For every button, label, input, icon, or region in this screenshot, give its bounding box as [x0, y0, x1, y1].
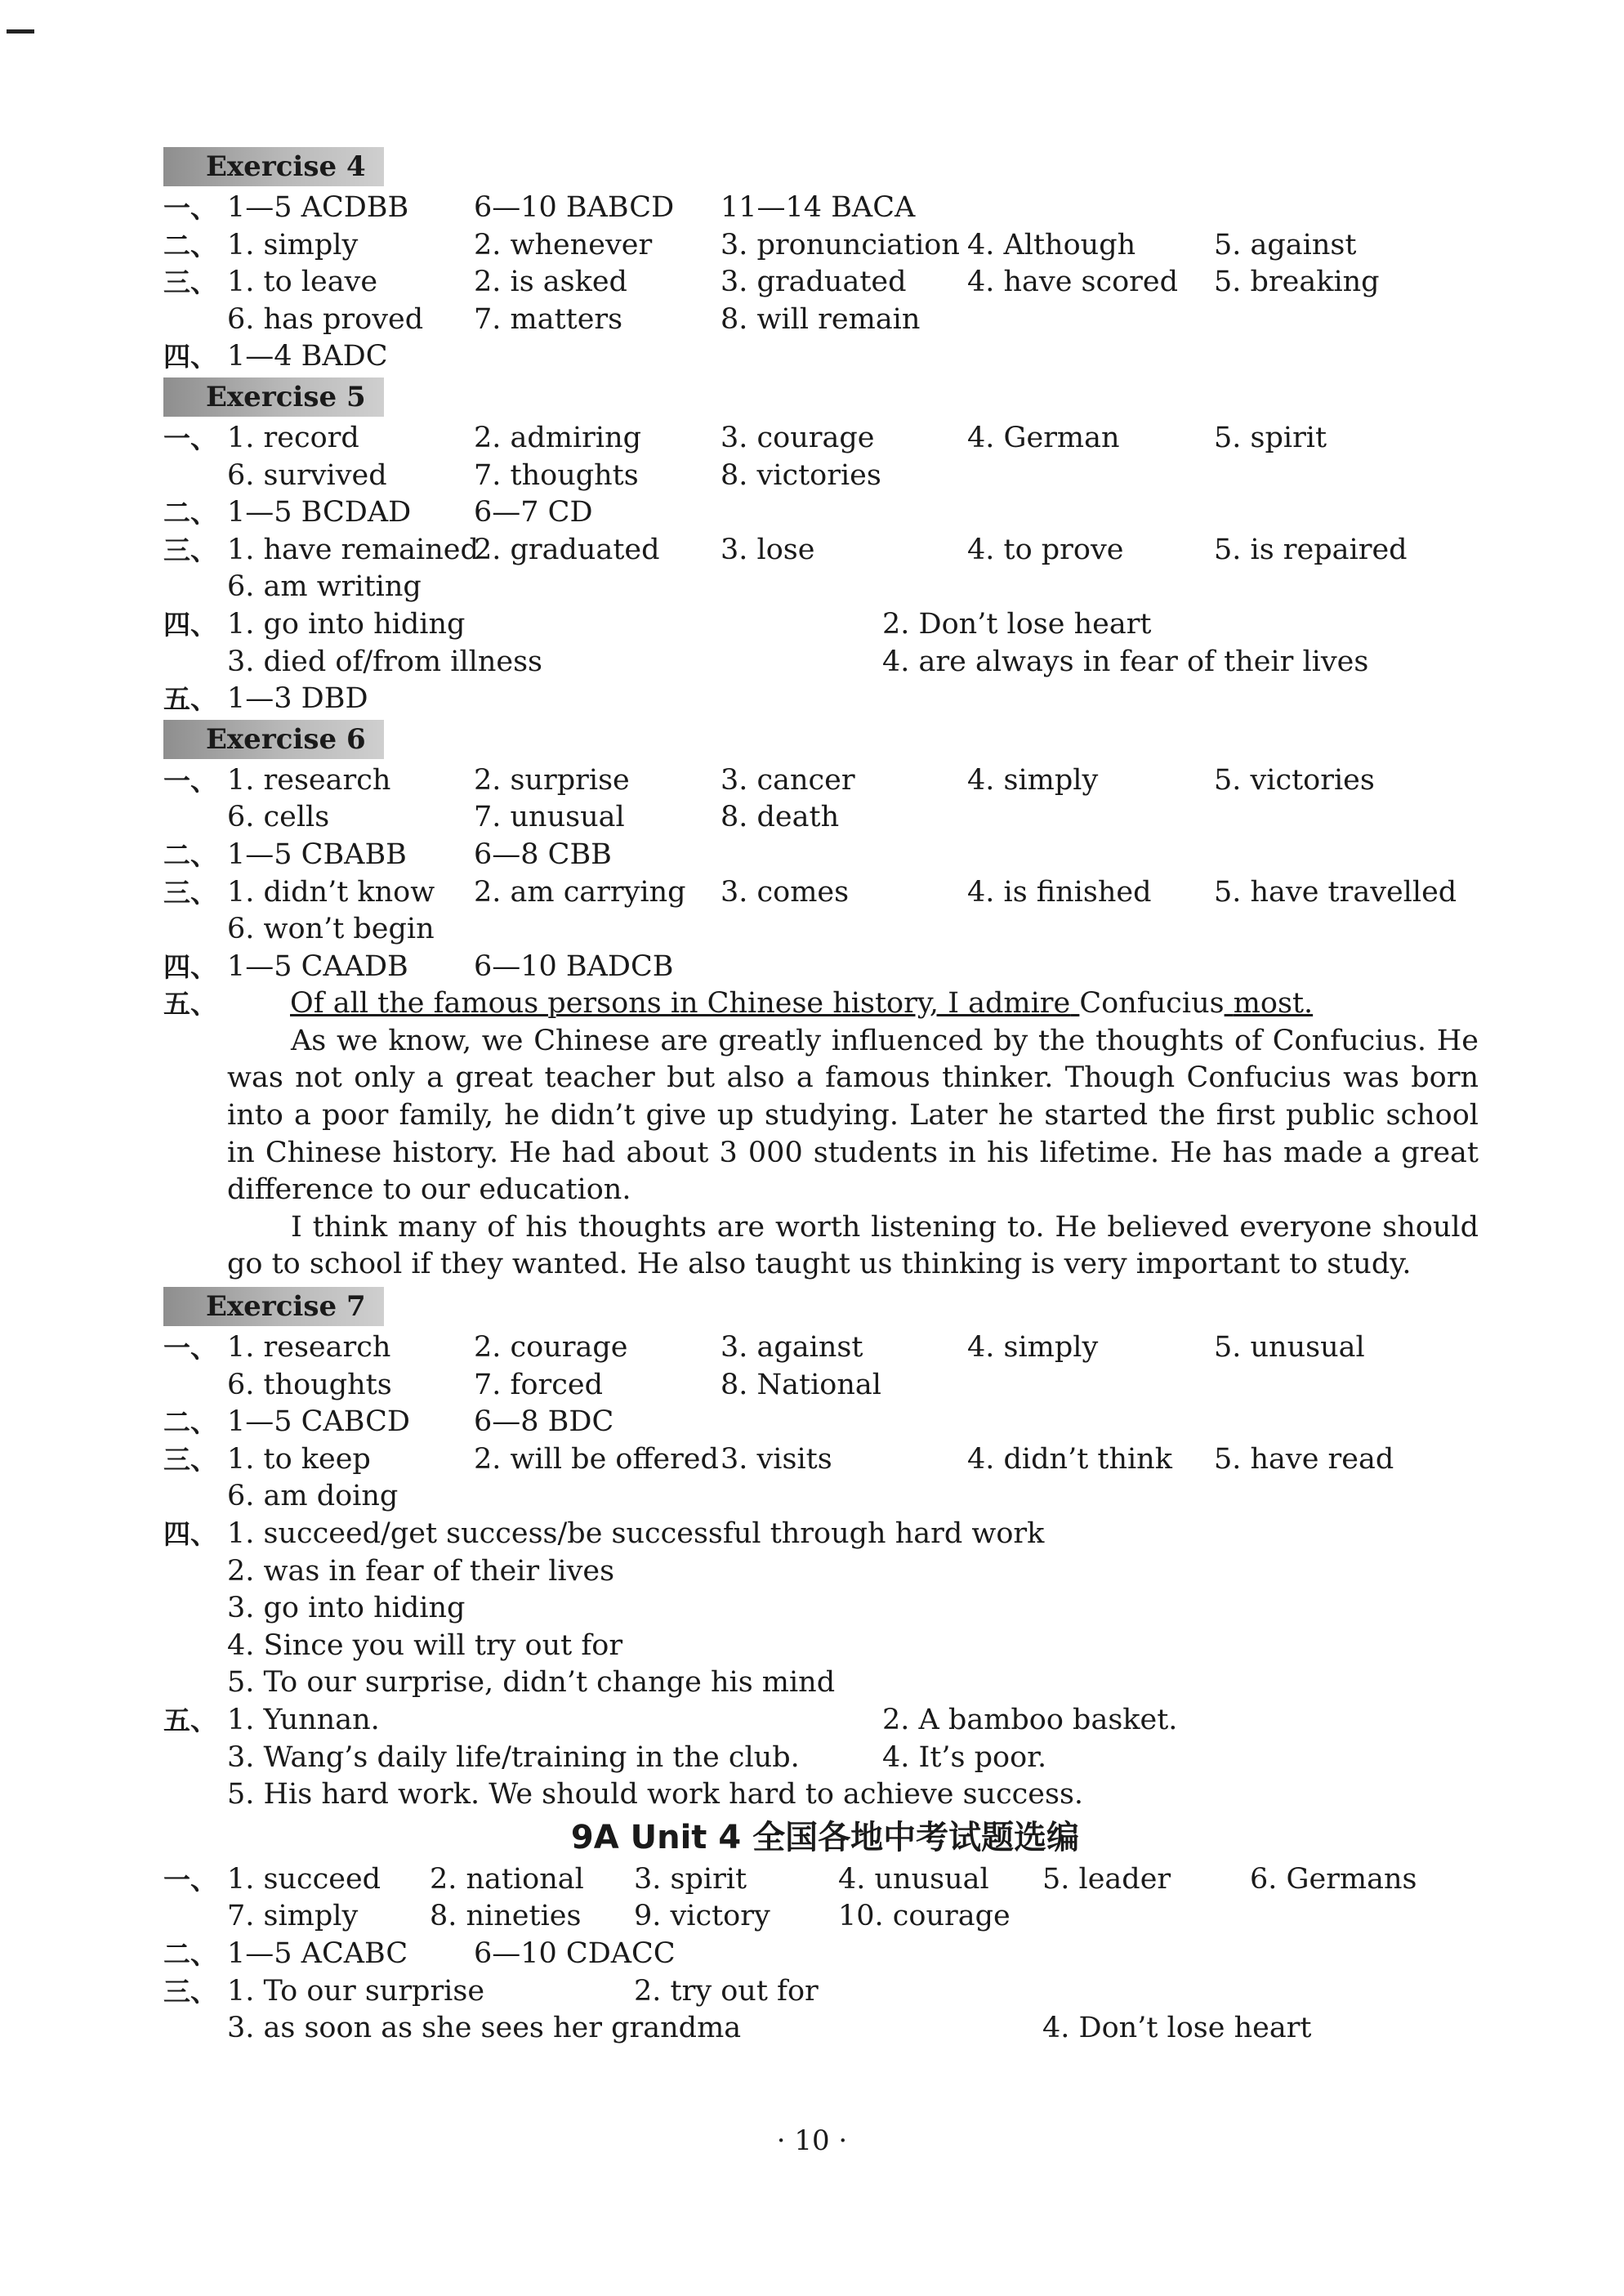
answer-row [163, 1553, 1487, 1591]
answer-row [163, 644, 1487, 681]
section-marker: 二、 [163, 229, 217, 261]
answer-cell: 4. have scored [967, 266, 1179, 299]
answer-cell: 3. cancer [721, 763, 855, 797]
answer-row [163, 569, 1487, 606]
answer-cell: 6. am doing [227, 1480, 399, 1513]
answer-row [163, 1478, 1487, 1516]
answer-row [163, 606, 1487, 644]
answer-cell: 4. is finished [967, 875, 1152, 909]
section-marker: 四、 [163, 341, 217, 373]
answer-row [163, 837, 1487, 874]
answer-row [163, 1628, 1487, 1665]
answer-row [163, 949, 1487, 986]
answer-cell: 7. matters [474, 302, 623, 336]
essay-body [163, 1023, 1479, 1284]
content [163, 145, 1487, 2048]
answer-cell: 2. graduated [474, 533, 660, 566]
answer-cell: 3. died of/from illness [227, 645, 543, 678]
answer-cell: 6—7 CD [474, 496, 593, 529]
exercise-7-heading: Exercise 7 [163, 1287, 384, 1326]
answer-cell: 4. are always in fear of their lives [882, 645, 1369, 678]
answer-cell: 1—4 BADC [227, 340, 388, 373]
section-marker: 二、 [163, 1406, 217, 1439]
answer-cell: 4. German [967, 421, 1120, 454]
unit-row-3: 二、 1—5 ACABC 6—10 CDACC [163, 1936, 676, 1970]
unit-title: 9A Unit 4 全国各地中考试题选编 [570, 1818, 1080, 1856]
answer-row [163, 420, 1487, 458]
answer-cell: 3. courage [721, 421, 875, 454]
answer-cell: 11—14 BACA [721, 191, 916, 224]
unit-row-4: 三、 1. To our surprise 2. try out for [163, 1974, 819, 2008]
answer-cell: 1. Yunnan. [227, 1703, 380, 1736]
answer-cell: 2. will be offered [474, 1442, 719, 1476]
answer-row [163, 1740, 1487, 1777]
answer-row [163, 874, 1487, 912]
answer-row [163, 799, 1487, 837]
answer-cell: 6—10 BADCB [474, 949, 674, 983]
answer-cell: 5. spirit [1214, 421, 1327, 454]
exercise-6-answers [163, 762, 1487, 986]
section-marker: 三、 [163, 1443, 217, 1476]
answer-cell: 6—8 BDC [474, 1405, 614, 1439]
answer-cell: 7. forced [474, 1368, 603, 1401]
answer-cell: 1—5 CABCD [227, 1405, 410, 1439]
exercise-7-part-5 [163, 1702, 1487, 1776]
answer-cell: 4. Since you will try out for [227, 1628, 623, 1662]
answer-cell: 1. to keep [227, 1442, 371, 1476]
answer-cell: 5. have read [1214, 1442, 1394, 1476]
answer-cell: 2. is asked [474, 266, 627, 299]
answer-cell: 1. record [227, 421, 359, 454]
unit-row-5: 3. as soon as she sees her grandma 4. Don’t lose heart [227, 2012, 1312, 2045]
answer-row [163, 264, 1487, 302]
answer-row [163, 1664, 1487, 1702]
answer-cell: 1—5 CBABB [227, 838, 407, 871]
answer-cell: 1. have remained [227, 533, 479, 566]
answer-cell: 5. against [1214, 228, 1357, 261]
answer-cell: 6. has proved [227, 302, 424, 336]
answer-cell: 4. didn’t think [967, 1442, 1172, 1476]
answer-cell: 4. It’s poor. [882, 1740, 1047, 1774]
section-marker: 一、 [163, 192, 217, 224]
answer-cell: 5. victories [1214, 763, 1375, 797]
exercise-6-heading: Exercise 6 [163, 720, 384, 759]
essay-topic-row: 五、 Of all the famous persons in Chinese history, I admire Confucius most. [163, 985, 1487, 1023]
section-marker: 三、 [163, 534, 217, 566]
answer-cell: 5. To our surprise, didn’t change his mind [227, 1666, 836, 1700]
answer-cell: 1—5 ACDBB [227, 191, 409, 224]
answer-cell: 3. Wang’s daily life/training in the club. [227, 1740, 800, 1774]
answer-cell: 3. graduated [721, 266, 907, 299]
answer-cell: 3. go into hiding [227, 1592, 466, 1625]
answer-cell: 7. thoughts [474, 458, 639, 492]
answer-row [163, 458, 1487, 495]
answer-cell: 2. A bamboo basket. [882, 1703, 1178, 1736]
answer-row [163, 1516, 1487, 1553]
answer-cell: 8. death [721, 801, 840, 834]
section-marker: 三、 [163, 266, 217, 299]
answer-cell: 6—8 CBB [474, 838, 612, 871]
answer-cell: 1. simply [227, 228, 359, 261]
essay-paragraph: I think many of his thoughts are worth listening to. He believed everyone should go to school if they wanted. He also taught us thinking is very important to study. [227, 1210, 1479, 1281]
exercise-5-phrases [163, 606, 1487, 681]
answer-cell: 3. visits [721, 1442, 832, 1476]
essay-paragraph: As we know, we Chinese are greatly influenced by the thoughts of Confucius. He was not only a great teacher but also a famous thinker. Though Confucius was born into a poor family, he didn’t give up studying. Later he started the first public school in Chinese history. He had about 3 000 students in his lifetime. He has made a great difference to our education. [227, 1024, 1479, 1207]
section-marker: 四、 [163, 950, 217, 983]
answer-row [163, 762, 1487, 800]
answer-cell: 2. admiring [474, 421, 642, 454]
answer-row [163, 1441, 1487, 1479]
answer-cell: 2. am carrying [474, 875, 686, 909]
answer-cell: 2. surprise [474, 763, 630, 797]
exercise-5-heading: Exercise 5 [163, 377, 384, 417]
answer-cell: 2. courage [474, 1331, 628, 1365]
section-marker: 一、 [163, 764, 217, 797]
answer-cell: 1. research [227, 1331, 391, 1365]
exercise-5-answers [163, 420, 1487, 606]
section-marker: 五、 [163, 1704, 217, 1736]
answer-cell: 1—5 CAADB [227, 949, 408, 983]
section-marker: 三、 [163, 876, 217, 909]
answer-cell: 1. didn’t know [227, 875, 435, 909]
answer-cell: 1. research [227, 763, 391, 797]
answer-row [163, 302, 1487, 339]
answer-cell: 4. simply [967, 1331, 1099, 1365]
answer-row [163, 494, 1487, 532]
section-marker: 四、 [163, 1518, 217, 1550]
essay-topic: Of all the famous persons in Chinese history, I admire Confucius most. [290, 987, 1314, 1021]
answer-row [163, 1590, 1487, 1628]
unit-row-2: 7. simply 8. nineties 9. victory 10. courage [227, 1900, 1011, 1933]
answer-row [163, 532, 1487, 570]
answer-cell: 4. Although [967, 228, 1136, 261]
section-marker: 一、 [163, 1332, 217, 1365]
answer-row [163, 227, 1487, 265]
section-marker: 一、 [163, 422, 217, 454]
answer-cell: 8. victories [721, 458, 881, 492]
answer-row [163, 338, 1487, 376]
answer-cell: 7. unusual [474, 801, 625, 834]
answer-row [163, 1329, 1487, 1367]
answer-cell: 6—10 BABCD [474, 191, 675, 224]
answer-cell: 3. against [721, 1331, 863, 1365]
unit-row-1: 一、 1. succeed 2. national 3. spirit 4. unusual 5. leader 6. Germans [163, 1862, 1417, 1896]
answer-cell: 8. will remain [721, 302, 921, 336]
page-number: · 10 · [776, 2124, 848, 2157]
answer-cell: 6. won’t begin [227, 913, 435, 946]
answer-cell: 2. whenever [474, 228, 653, 261]
section-marker: 二、 [163, 497, 217, 529]
answer-cell: 1. to leave [227, 266, 378, 299]
answer-cell: 3. pronunciation [721, 228, 960, 261]
answer-row [163, 911, 1487, 949]
corner-mark [7, 29, 34, 34]
answer-cell: 4. simply [967, 763, 1099, 797]
answer-cell: 5. breaking [1214, 266, 1380, 299]
answer-cell: 6. survived [227, 458, 387, 492]
answer-cell: 1. go into hiding [227, 607, 466, 641]
exercise-7-part-5-last: 5. His hard work. We should work hard to achieve success. [227, 1778, 1084, 1811]
section-marker: 四、 [163, 608, 217, 641]
answer-cell: 3. comes [721, 875, 850, 909]
exercise-4-answers [163, 190, 1487, 376]
answer-row [163, 1702, 1487, 1740]
answer-cell: 3. lose [721, 533, 815, 566]
answer-row [163, 1367, 1487, 1405]
answer-cell: 5. is repaired [1214, 533, 1408, 566]
answer-cell: 1—5 BCDAD [227, 496, 412, 529]
answer-row [163, 190, 1487, 227]
exercise-7-part-4 [163, 1516, 1487, 1702]
answer-cell: 1. succeed/get success/be successful through hard work [227, 1517, 1045, 1550]
answer-cell: 6. thoughts [227, 1368, 392, 1401]
answer-cell: 2. Don’t lose heart [882, 607, 1152, 641]
answer-cell: 5. have travelled [1214, 875, 1457, 909]
exercise-7-answers [163, 1329, 1487, 1516]
answer-cell: 4. to prove [967, 533, 1124, 566]
exercise-4-heading: Exercise 4 [163, 147, 384, 186]
answer-cell: 5. unusual [1214, 1331, 1365, 1365]
answer-cell: 8. National [721, 1368, 881, 1401]
answer-cell: 6. am writing [227, 570, 422, 604]
section-marker: 二、 [163, 838, 217, 871]
answer-cell: 2. was in fear of their lives [227, 1554, 615, 1588]
exercise-5-part-5: 五、 1—3 DBD [163, 682, 368, 716]
answer-cell: 6. cells [227, 801, 330, 834]
answer-row [163, 1404, 1487, 1441]
